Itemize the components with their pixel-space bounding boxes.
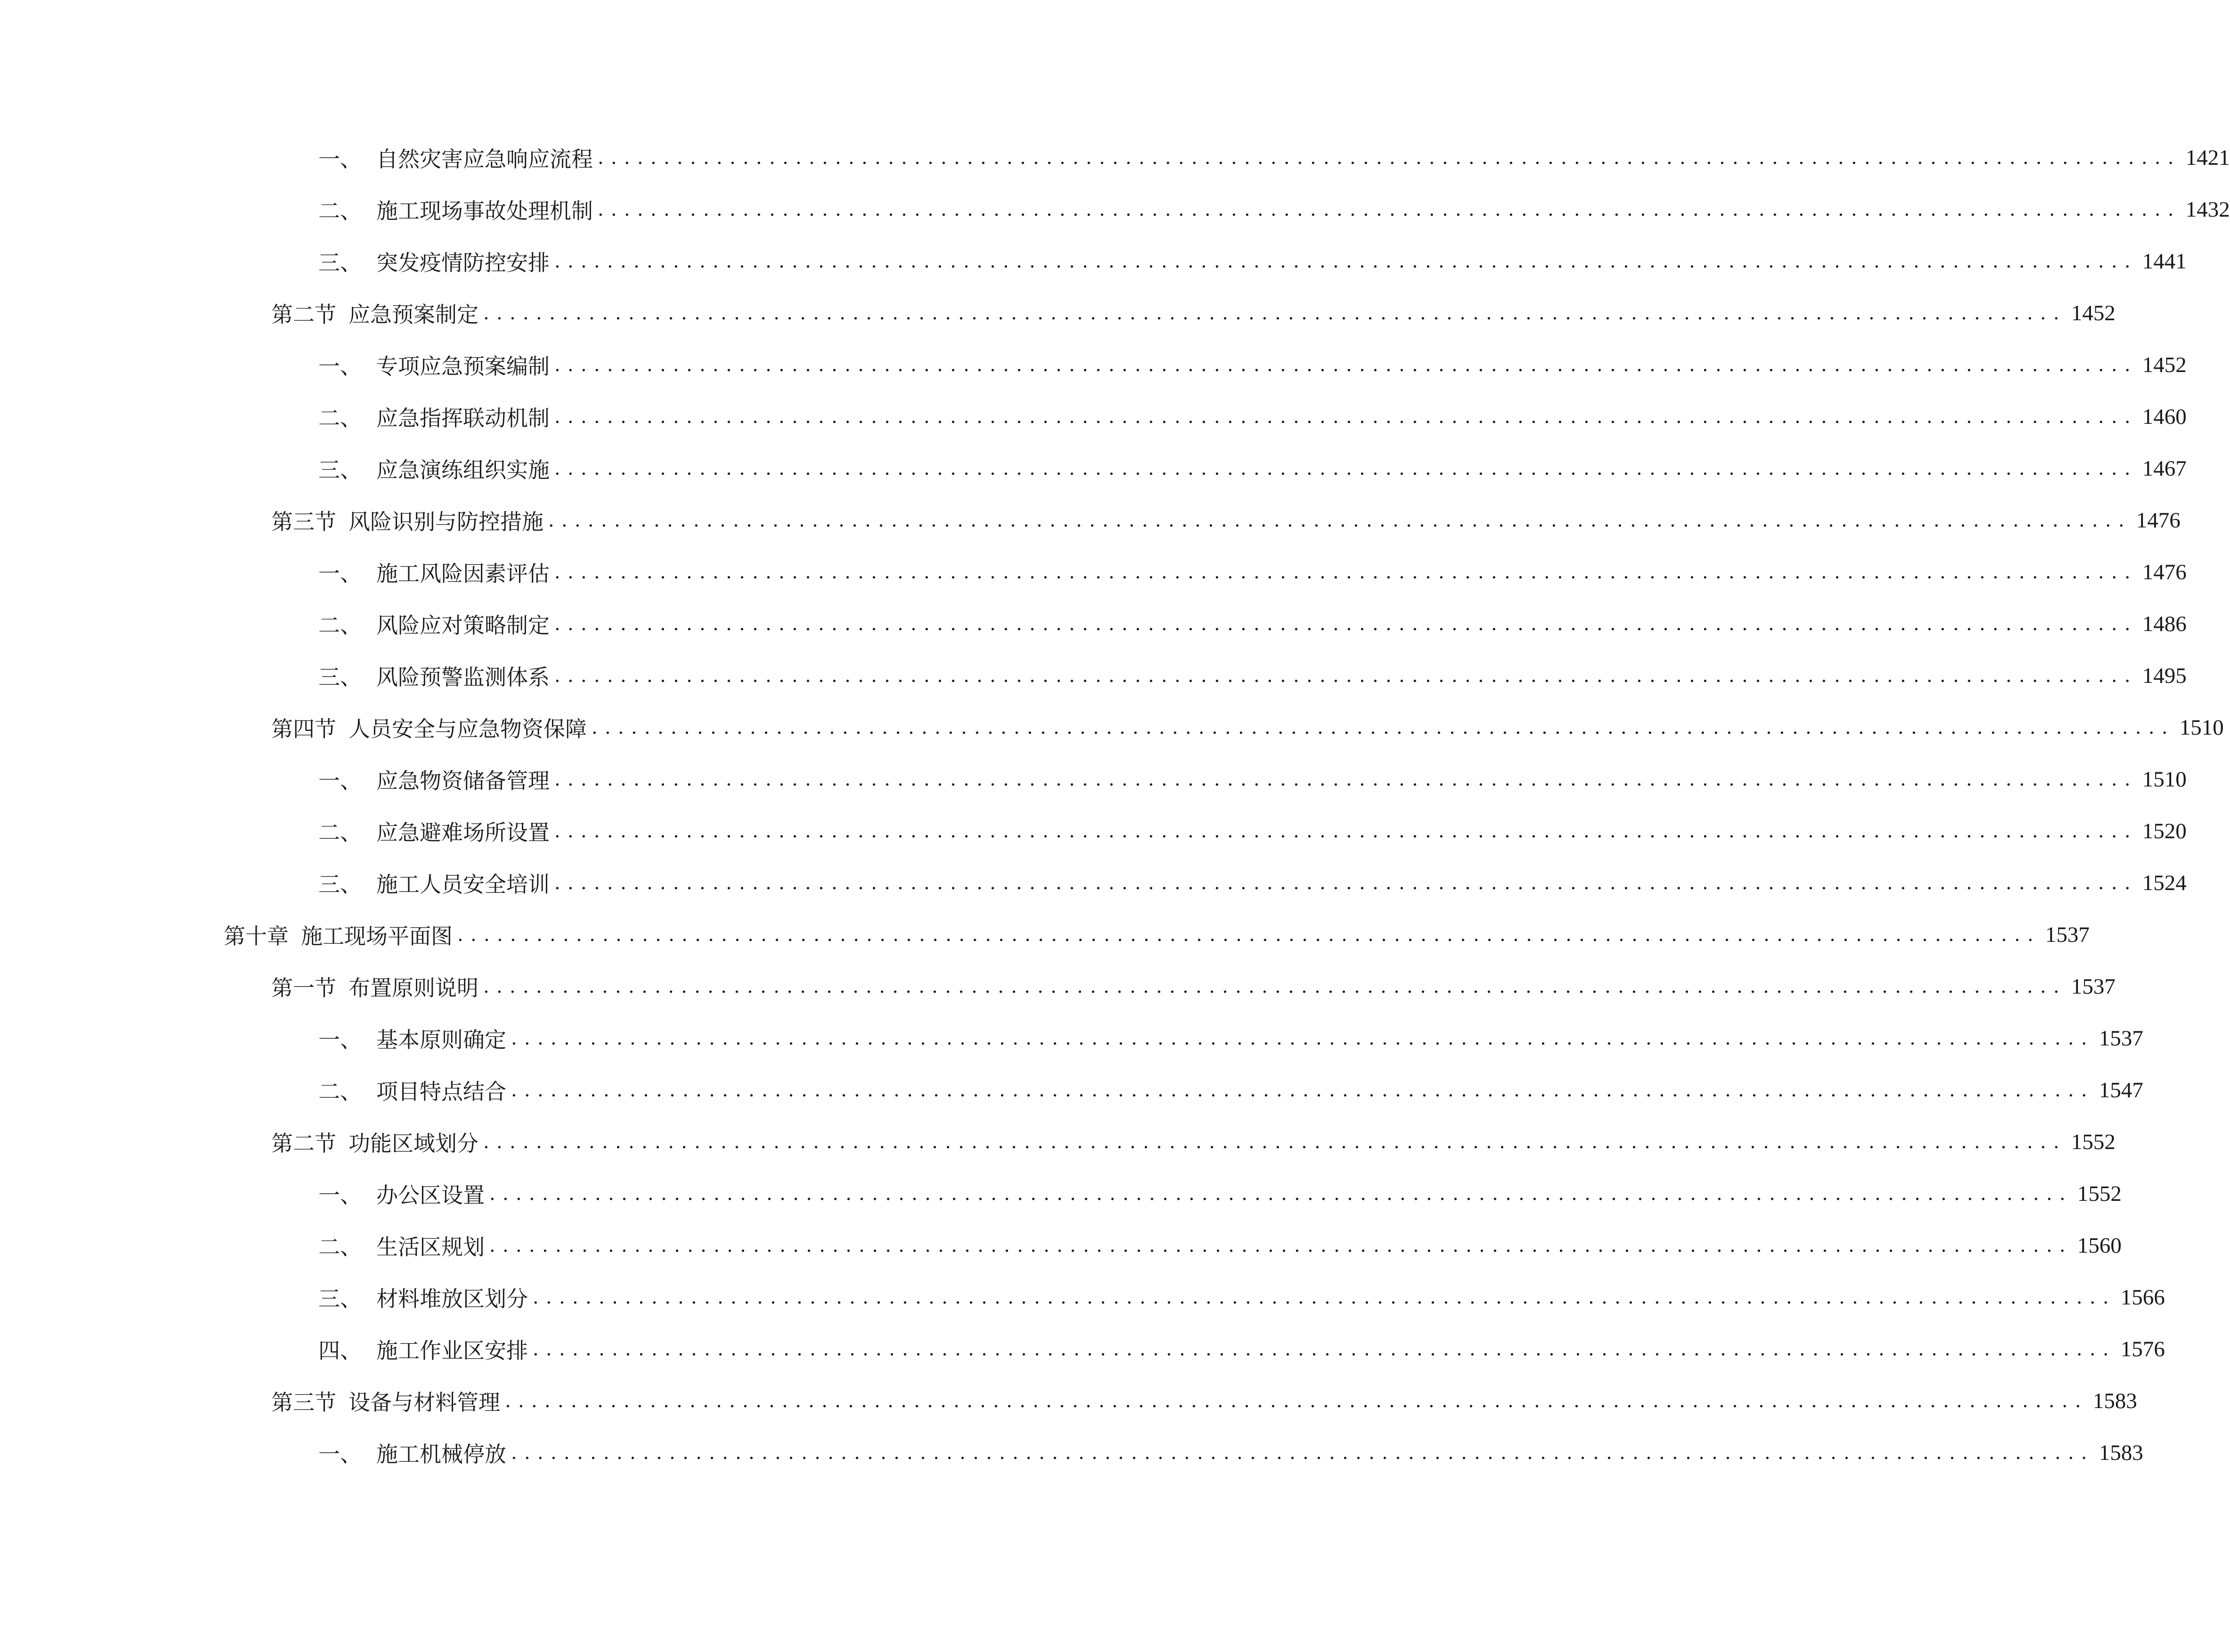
toc-entry[interactable] [318,1020,2143,1057]
toc-entry-title: 施工人员安全培训 [376,872,550,897]
toc-entry-number: 第三节 [271,509,336,534]
toc-entry-page: 1476 [2142,560,2187,584]
dot-leader: ........................................................................................................................ [483,976,2067,997]
toc-entry-page: 1552 [2077,1182,2122,1206]
dot-leader: ........................................................................................................................ [554,354,2138,376]
toc-entry[interactable] [318,398,2187,436]
toc-entry-page: 1510 [2142,767,2187,792]
toc-entry-page: 1566 [2120,1285,2165,1310]
toc-entry-page: 1452 [2071,301,2116,325]
toc-entry-page: 1524 [2142,871,2187,895]
toc-entry-number: 一、 [318,1182,362,1208]
toc-entry[interactable] [271,709,2224,746]
toc-entry-title: 施工风险因素评估 [376,561,550,586]
toc-entry-page: 1467 [2142,456,2187,481]
dot-leader: ........................................................................................................................ [598,199,2181,220]
dot-leader: ........................................................................................................................ [505,1390,2088,1412]
toc-entry-number: 一、 [318,1027,362,1053]
toc-entry[interactable] [271,1123,2116,1161]
toc-entry-title: 材料堆放区划分 [376,1286,528,1312]
toc-entry[interactable] [271,1382,2137,1420]
toc-entry-number: 三、 [318,664,362,690]
toc-entry-page: 1576 [2120,1337,2165,1361]
toc-entry-number: 一、 [318,146,362,172]
dot-leader: ........................................................................................................................ [554,561,2138,583]
toc-entry-number: 第二节 [271,302,336,327]
toc-entry-title: 自然灾害应急响应流程 [376,146,593,172]
dot-leader: ........................................................................................................................ [592,717,2175,738]
toc-entry[interactable] [318,1175,2122,1213]
toc-entry[interactable] [318,657,2187,695]
toc-entry-title: 人员安全与应急物资保障 [349,716,587,742]
toc-entry[interactable] [318,553,2187,591]
toc-entry-page: 1460 [2142,405,2187,429]
dot-leader: ........................................................................................................................ [554,251,2138,272]
toc-entry-title: 功能区域划分 [349,1131,478,1156]
toc-entry[interactable] [318,243,2187,280]
toc-entry-page: 1583 [2099,1441,2143,1465]
toc-entry-number: 三、 [318,457,362,483]
toc-entry-number: 三、 [318,1286,362,1312]
dot-leader: ........................................................................................................................ [511,1442,2094,1464]
toc-entry-number: 一、 [318,561,362,586]
toc-entry-number: 第二节 [271,1131,336,1156]
toc-entry-page: 1495 [2142,664,2187,688]
dot-leader: ........................................................................................................................ [489,1235,2073,1256]
toc-entry[interactable] [318,1434,2143,1472]
toc-entry-number: 四、 [318,1338,362,1363]
toc-entry-number: 三、 [318,250,362,275]
toc-entry-title: 风险识别与防控措施 [349,509,543,534]
dot-leader: ........................................................................................................................ [554,458,2138,479]
toc-entry-number: 二、 [318,820,362,845]
toc-entry-page: 1476 [2136,508,2181,533]
toc-entry-page: 1441 [2142,249,2187,274]
toc-entry-title: 设备与材料管理 [349,1390,500,1415]
toc-entry-title: 应急演练组织实施 [376,457,550,483]
toc-entry-page: 1537 [2045,923,2090,947]
toc-entry[interactable] [318,1279,2165,1316]
toc-entry-title: 突发疫情防控安排 [376,250,550,275]
toc-entry-page: 1560 [2077,1233,2122,1258]
toc-entry-number: 二、 [318,1234,362,1260]
toc-entry[interactable] [318,139,2230,177]
dot-leader: ........................................................................................................................ [598,147,2181,169]
dot-leader: ........................................................................................................................ [489,1183,2073,1205]
toc-entry[interactable] [318,191,2230,228]
dot-leader: ........................................................................................................................ [554,665,2138,687]
dot-leader: ........................................................................................................................ [554,613,2138,635]
toc-entry[interactable] [318,346,2187,384]
dot-leader: ........................................................................................................................ [483,302,2067,324]
toc-entry[interactable] [271,968,2116,1005]
toc-entry-title: 风险应对策略制定 [376,613,550,638]
toc-entry[interactable] [318,605,2187,643]
toc-entry-title: 应急指挥联动机制 [376,405,550,431]
toc-entry[interactable] [318,1227,2122,1264]
toc-entry-title: 施工现场事故处理机制 [376,198,593,224]
dot-leader: ........................................................................................................................ [554,872,2138,894]
toc-entry-number: 第一节 [271,975,336,1001]
toc-entry-page: 1583 [2092,1389,2137,1413]
dot-leader: ........................................................................................................................ [554,769,2138,790]
toc-entry-number: 第三节 [271,1390,336,1415]
toc-entry-number: 第十章 [224,923,289,949]
toc-entry-number: 二、 [318,613,362,638]
toc-entry-number: 一、 [318,768,362,794]
toc-entry-title: 施工机械停放 [376,1441,506,1467]
toc-entry-page: 1537 [2099,1026,2143,1051]
dot-leader: ........................................................................................................................ [533,1287,2116,1308]
toc-entry-title: 基本原则确定 [376,1027,506,1053]
toc-entry-page: 1452 [2142,353,2187,377]
toc-entry[interactable] [224,916,2090,954]
toc-entry-page: 1552 [2071,1130,2116,1154]
toc-entry-number: 第四节 [271,716,336,742]
dot-leader: ........................................................................................................................ [511,1028,2094,1049]
toc-entry-page: 1547 [2099,1078,2143,1102]
toc-entry-title: 项目特点结合 [376,1079,506,1104]
toc-entry-title: 办公区设置 [376,1182,485,1208]
dot-leader: ........................................................................................................................ [483,1131,2067,1153]
toc-entry-number: 二、 [318,1079,362,1104]
toc-entry-page: 1510 [2179,715,2224,740]
toc-entry-title: 施工作业区安排 [376,1338,528,1363]
dot-leader: ........................................................................................................................ [533,1338,2116,1360]
toc-entry[interactable] [318,812,2187,850]
dot-leader: ........................................................................................................................ [457,924,2041,946]
dot-leader: ........................................................................................................................ [554,820,2138,842]
toc-entry[interactable] [318,450,2187,487]
toc-entry-page: 1432 [2185,197,2230,222]
toc-entry[interactable] [318,761,2187,798]
toc-entry-number: 三、 [318,872,362,897]
toc-entry-title: 生活区规划 [376,1234,485,1260]
toc-entry[interactable] [318,1071,2143,1109]
toc-entry-page: 1486 [2142,612,2187,636]
toc-entry-title: 风险预警监测体系 [376,664,550,690]
dot-leader: ........................................................................................................................ [548,510,2132,531]
toc-entry[interactable] [271,294,2116,332]
toc-entry-title: 应急预案制定 [349,302,478,327]
dot-leader: ........................................................................................................................ [511,1079,2094,1101]
toc-entry[interactable] [318,1330,2165,1368]
toc-entry-number: 一、 [318,354,362,379]
toc-entry-page: 1537 [2071,974,2116,999]
toc-entry-number: 二、 [318,198,362,224]
toc-entry[interactable] [271,502,2181,539]
toc-entry[interactable] [318,864,2187,902]
dot-leader: ........................................................................................................................ [554,406,2138,428]
toc-entry-title: 布置原则说明 [349,975,478,1001]
toc-entry-page: 1421 [2185,146,2230,170]
toc-entry-title: 应急避难场所设置 [376,820,550,845]
toc-entry-title: 专项应急预案编制 [376,354,550,379]
toc-entry-title: 应急物资储备管理 [376,768,550,794]
toc-entry-page: 1520 [2142,819,2187,843]
toc-entry-title: 施工现场平面图 [301,923,453,949]
toc-entry-number: 一、 [318,1441,362,1467]
toc-entry-number: 二、 [318,405,362,431]
